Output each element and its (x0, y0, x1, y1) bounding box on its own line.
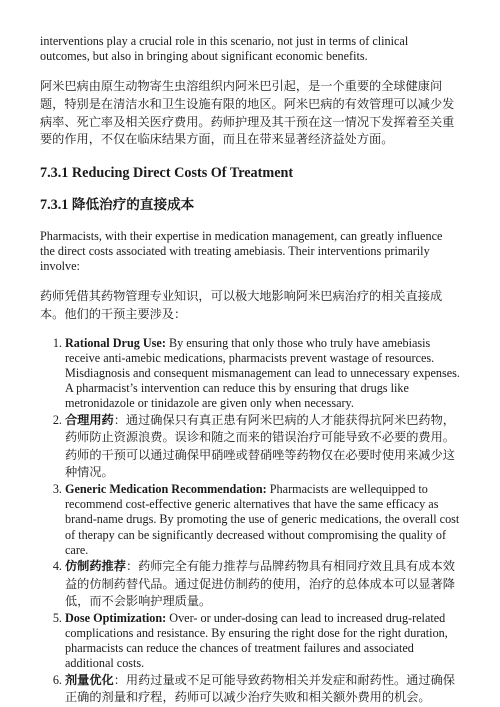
intro-paragraph-zh: 阿米巴病由原生动物寄生虫溶组织内阿米巴引起，是一个重要的全球健康问题，特别是在清洁水和卫生设施有限的地区。阿米巴病的有效管理可以减少发病率、死亡率及相关医疗费用。药师护理及其干预在这一情况下发挥着至关重要的作用，不仅在临床结果方面，而且在带来显著经济益处方面。 (40, 79, 455, 147)
section-paragraph-en: Pharmacists, with their expertise in medication management, can greatly influence the direct costs associated with treating amebiasis. Their interventions primarily involve: (40, 228, 443, 274)
list-item-text: Over- or under-dosing can lead to increased drug-related complications and resistance. By ensuring the right dose for the right duration, pharmacists can reduce the chances of treatment failures and associated additional costs. (65, 610, 448, 671)
section-title-zh: 降低治疗的直接成本 (71, 196, 195, 213)
list-item-text: ：药师完全有能力推荐与品牌药物具有相同疗效且具有成本效益的仿制药替代品。通过促进仿制药的使用，治疗的总体成本可以显著降低，而不会影响护理质量。 (65, 558, 455, 609)
section-heading-en: 7.3.1 Reducing Direct Costs Of Treatment (40, 164, 294, 181)
list-item-title: 剂量优化 (65, 672, 114, 687)
list-item-dose-optimization-zh (65, 672, 460, 707)
list-item-title: Rational Drug Use: (65, 335, 166, 350)
list-item-rational-drug-use-en (65, 336, 460, 412)
list-item-title: 合理用药 (65, 412, 114, 427)
intro-paragraph-en: interventions play a crucial role in this scenario, not just in terms of clinical outcomes, but also in bringing about significant economic benefits. (40, 34, 409, 64)
list-item-text: ：通过确保只有真正患有阿米巴病的人才能获得抗阿米巴药物，药师防止资源浪费。误诊和随之而来的错误治疗可能导致不必要的费用。药师的干预可以通过确保甲硝唑或替硝唑等药物仅在必要时使用来减少这种情况。 (65, 412, 455, 480)
list-item-title: Dose Optimization: (65, 610, 167, 625)
list-item-title: Generic Medication Recommendation: (65, 481, 267, 496)
list-item-text: ：用药过量或不足可能导致药物相关并发症和耐药性。通过确保正确的剂量和疗程，药师可以减少治疗失败和相关额外费用的机会。 (65, 672, 455, 705)
section-paragraph-zh: 药师凭借其药物管理专业知识，可以极大地影响阿米巴病治疗的相关直接成本。他们的干预主要涉及： (40, 289, 443, 321)
intervention-list (40, 336, 460, 707)
list-item-rational-drug-use-zh (65, 412, 460, 482)
list-item-text: By ensuring that only those who truly have amebiasis receive anti-amebic medications, pharmacists prevent wastage of resources. Misdiagnosis and consequent mismanagement can lead to unnecessary expenses. A pharmacist’s intervention can reduce this by ensuring that drugs like metronidazole or tinidazole are given only when necessary. (65, 335, 460, 411)
section-number: 7.3.1 (40, 196, 72, 213)
list-item-generic-medication-en (65, 482, 460, 558)
section-heading-zh (40, 197, 460, 214)
list-item-dose-optimization-en (65, 611, 460, 672)
list-item-title: 仿制药推荐 (65, 558, 126, 573)
list-item-generic-medication-zh (65, 558, 460, 611)
list-item-text: Pharmacists are wellequipped to recommend cost-effective generic alternatives that have the same efficacy as brand-name drugs. By promoting the use of generic medications, the overall cost of therapy can be significantly decreased without compromising the quality of care. (65, 481, 460, 557)
